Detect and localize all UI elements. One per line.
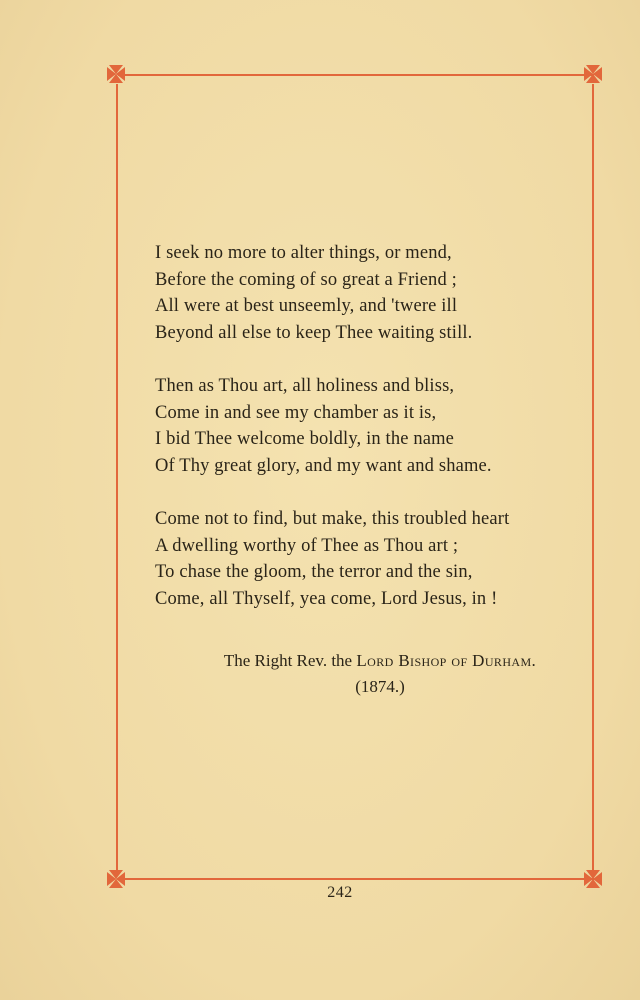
poem-line: Come not to find, but make, this troubled heart <box>155 509 510 529</box>
maltese-cross-icon <box>582 63 604 85</box>
border-rule-left <box>116 84 118 870</box>
poem-line: Before the coming of so great a Friend ; <box>155 269 457 290</box>
stanza-2 <box>155 373 575 479</box>
attribution <box>170 649 590 673</box>
maltese-cross-icon <box>105 868 127 890</box>
maltese-cross-icon <box>105 63 127 85</box>
border-rule-top <box>118 74 594 76</box>
poem <box>155 240 575 639</box>
poem-line: I seek no more to alter things, or mend, <box>155 243 452 263</box>
border-rule-bottom <box>118 878 594 880</box>
stanza-1 <box>155 240 575 346</box>
poem-line: Come in and see my chamber as it is, <box>155 402 437 423</box>
poem-line: Then as Thou art, all holiness and bliss, <box>155 376 455 396</box>
page-number: 242 <box>327 884 353 901</box>
poem-line: Beyond all else to keep Thee waiting still. <box>155 322 473 343</box>
poem-line: Of Thy great glory, and my want and shame. <box>155 455 492 476</box>
border-rule-right <box>592 84 594 870</box>
attribution-prefix: The Right Rev. the <box>223 651 357 670</box>
poem-line: Come, all Thyself, yea come, Lord Jesus, in ! <box>155 588 498 609</box>
stanza-3 <box>155 506 575 612</box>
poem-line: I bid Thee welcome boldly, in the name <box>155 429 455 449</box>
poem-line: A dwelling worthy of Thee as Thou art ; <box>155 535 459 556</box>
poem-line: To chase the gloom, the terror and the sin, <box>155 562 473 582</box>
poem-line: All were at best unseemly, and 'twere ill <box>155 296 458 316</box>
attribution-author: Lord Bishop of Durham. <box>356 651 537 670</box>
attribution-year: (1874.) <box>355 677 405 696</box>
maltese-cross-icon <box>582 868 604 890</box>
